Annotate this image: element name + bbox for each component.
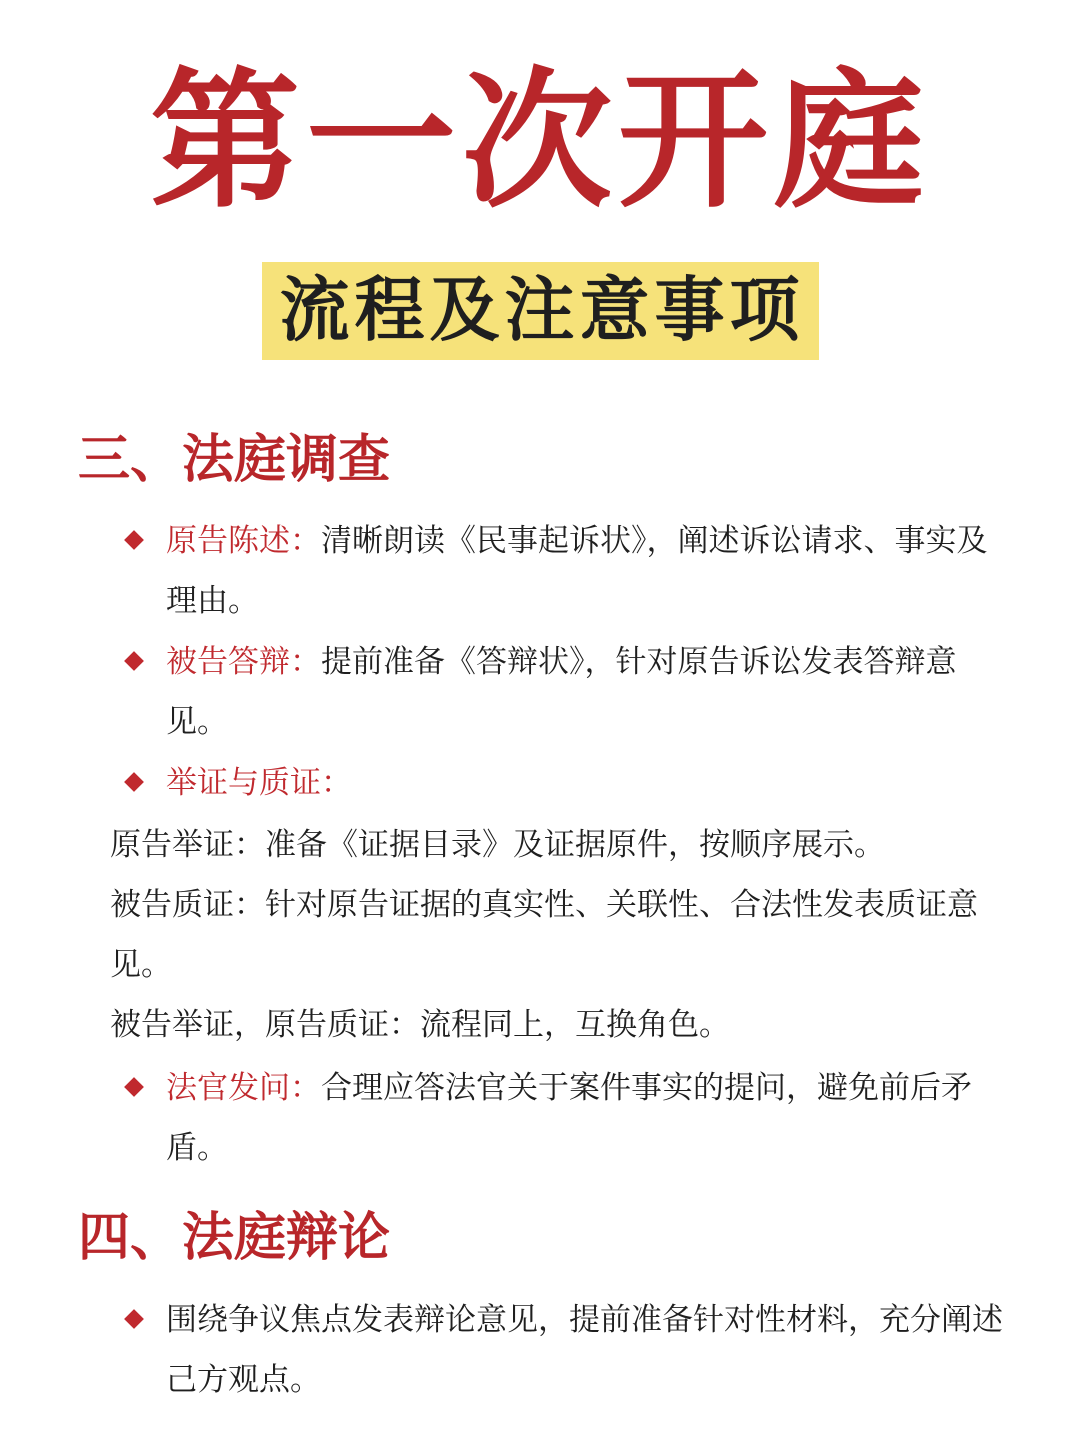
diamond-bullet-icon [124, 651, 144, 671]
section-heading-court-investigation: 三、法庭调查 [78, 430, 391, 490]
diamond-bullet-icon [124, 1077, 144, 1097]
item-text: 围绕争议焦点发表辩论意见，提前准备针对性材料，充分阐述 [166, 1302, 1003, 1338]
subtitle-banner: 流程及注意事项 [262, 262, 819, 360]
list-item-judge-questions [120, 1058, 1020, 1178]
item-label: 原告陈述： [166, 523, 321, 559]
list-item-plaintiff-statement [120, 511, 1020, 631]
item-text: 合理应答法官关于案件事实的提问，避免前后矛 [321, 1070, 972, 1106]
list-item-line [120, 1058, 1020, 1118]
item-label: 法官发问： [166, 1070, 321, 1106]
item-text-continued: 盾。 [166, 1130, 228, 1166]
list-item-defendant-reply [120, 632, 1020, 752]
list-item-line [120, 753, 1020, 813]
list-item-evidence [120, 753, 1020, 813]
list-item-debate [120, 1290, 1020, 1410]
list-item-line [120, 1290, 1020, 1350]
item-text-continued: 理由。 [166, 583, 259, 619]
paragraph-line: 被告质证：针对原告证据的真实性、关联性、合法性发表质证意 [110, 887, 978, 923]
watermark [862, 1404, 1060, 1430]
item-label: 被告答辩： [166, 644, 321, 680]
main-title: 第一次开庭 [149, 55, 930, 229]
diamond-bullet-icon [124, 530, 144, 550]
diamond-bullet-icon [124, 1309, 144, 1329]
subtitle-wrap [0, 262, 1080, 360]
item-text-continued: 见。 [166, 704, 228, 740]
paragraph-line: 原告举证：准备《证据目录》及证据原件，按顺序展示。 [110, 827, 885, 863]
evidence-details [110, 815, 1030, 1055]
section-heading-court-debate: 四、法庭辩论 [78, 1208, 391, 1268]
item-text-continued: 己方观点。 [166, 1362, 321, 1398]
item-text: 提前准备《答辩状》，针对原告诉讼发表答辩意 [321, 644, 957, 680]
paragraph-line: 被告举证，原告质证：流程同上，互换角色。 [110, 1007, 730, 1043]
diamond-bullet-icon [124, 772, 144, 792]
item-label: 举证与质证： [166, 765, 352, 801]
list-item-line [120, 632, 1020, 692]
paragraph-line: 见。 [110, 947, 172, 983]
item-text: 清晰朗读《民事起诉状》，阐述诉讼请求、事实及 [321, 523, 988, 559]
list-item-line [120, 511, 1020, 571]
